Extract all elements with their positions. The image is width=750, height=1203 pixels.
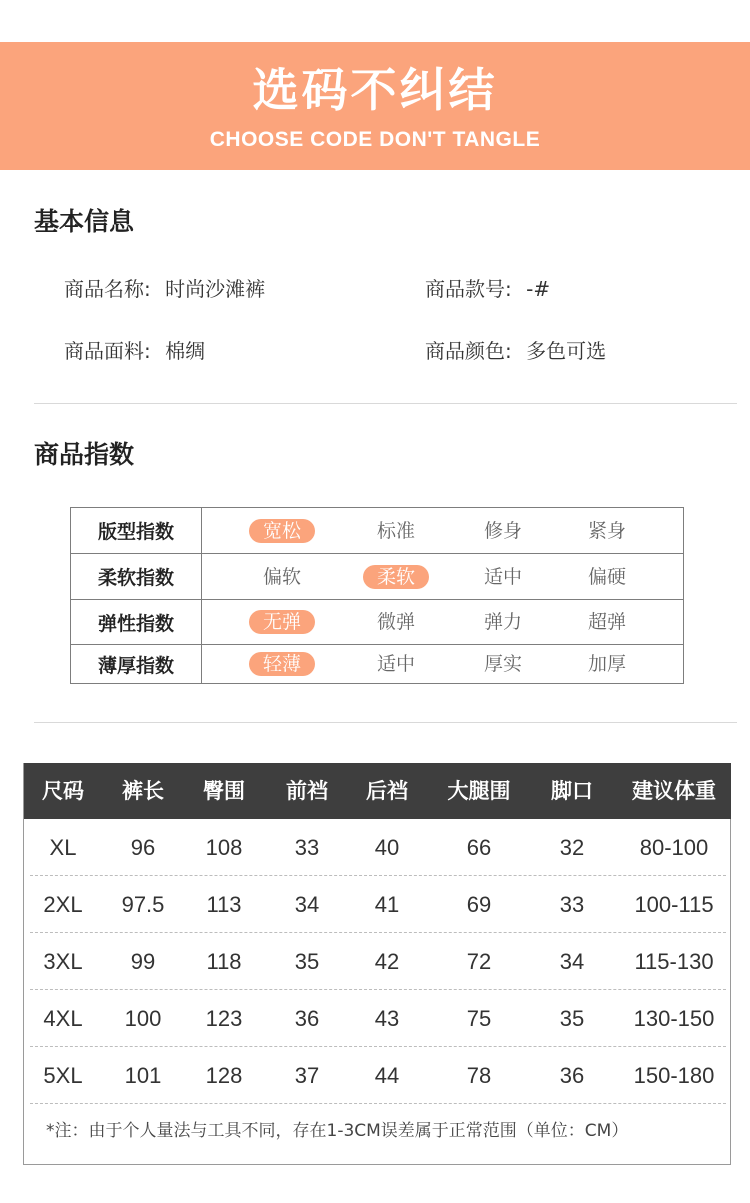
index-row-label: 弹性指数 xyxy=(71,600,202,644)
table-cell: 35 xyxy=(559,1006,585,1031)
basic-info-heading: 基本信息 xyxy=(34,207,135,236)
product-model-row xyxy=(425,275,550,303)
table-cell: 100 xyxy=(124,1006,162,1031)
index-option: 修身 xyxy=(483,519,523,542)
table-cell: 4XL xyxy=(43,1006,83,1031)
product-fabric-row xyxy=(64,337,205,365)
table-cell: 35 xyxy=(294,949,320,974)
banner-title: 选码不纠结 xyxy=(252,63,498,117)
banner-subtitle: CHOOSE CODE DON'T TANGLE xyxy=(209,128,541,151)
index-row-label: 柔软指数 xyxy=(71,554,202,599)
header-weight: 建议体重 xyxy=(632,779,716,803)
header-size: 尺码 xyxy=(42,779,84,803)
product-index-table xyxy=(70,507,684,684)
index-option: 弹力 xyxy=(483,611,523,633)
table-cell: 78 xyxy=(466,1063,492,1088)
divider xyxy=(34,403,737,404)
table-row xyxy=(30,876,726,933)
banner xyxy=(0,42,750,170)
index-row-label: 薄厚指数 xyxy=(71,645,202,683)
table-cell: 96 xyxy=(130,835,156,860)
index-option: 偏软 xyxy=(262,565,302,588)
table-cell: 100-115 xyxy=(634,892,714,917)
table-cell: 3XL xyxy=(43,949,83,974)
divider xyxy=(34,722,737,723)
table-cell: 72 xyxy=(466,949,492,974)
size-table-header xyxy=(24,763,731,819)
table-cell: 101 xyxy=(124,1063,162,1088)
table-cell: 128 xyxy=(205,1063,243,1088)
table-cell: 2XL xyxy=(43,892,83,917)
product-fabric-label: 商品面料: xyxy=(64,339,151,363)
table-cell: 118 xyxy=(206,949,242,974)
index-option: 超弹 xyxy=(587,611,627,633)
header-hip: 臀围 xyxy=(203,779,245,803)
table-cell: 5XL xyxy=(43,1063,83,1088)
table-cell: XL xyxy=(49,835,77,860)
table-cell: 40 xyxy=(374,835,400,860)
table-row xyxy=(30,933,726,990)
table-row xyxy=(30,1047,726,1104)
index-option-selected: 柔软 xyxy=(363,565,429,589)
table-cell: 33 xyxy=(294,835,320,860)
product-color-row xyxy=(425,337,606,365)
product-model-value: -# xyxy=(526,277,551,301)
table-cell: 33 xyxy=(559,892,585,917)
product-color-value: 多色可选 xyxy=(526,339,607,363)
index-row-softness xyxy=(71,554,683,600)
header-leg-opening: 脚口 xyxy=(551,779,593,803)
header-back-rise: 后裆 xyxy=(366,779,408,803)
product-model-label: 商品款号: xyxy=(425,277,512,301)
header-thigh: 大腿围 xyxy=(447,779,511,803)
table-cell: 80-100 xyxy=(639,835,709,860)
product-name-value: 时尚沙滩裤 xyxy=(165,277,266,301)
index-option: 适中 xyxy=(376,653,416,675)
index-option: 偏硬 xyxy=(587,565,627,588)
product-name-label: 商品名称: xyxy=(64,277,151,301)
index-option-selected: 轻薄 xyxy=(249,652,315,676)
table-cell: 36 xyxy=(294,1006,320,1031)
table-cell: 108 xyxy=(205,835,243,860)
product-index-heading: 商品指数 xyxy=(34,440,135,469)
index-option: 微弹 xyxy=(376,611,416,633)
table-cell: 44 xyxy=(374,1063,400,1088)
index-option-selected: 无弹 xyxy=(249,610,315,634)
table-cell: 75 xyxy=(466,1006,492,1031)
table-cell: 130-150 xyxy=(633,1006,715,1031)
table-cell: 123 xyxy=(205,1006,243,1031)
header-front-rise: 前裆 xyxy=(286,779,328,803)
index-option: 紧身 xyxy=(587,519,627,542)
table-cell: 115-130 xyxy=(634,949,714,974)
table-cell: 32 xyxy=(559,835,585,860)
table-cell: 43 xyxy=(374,1006,400,1031)
index-option-selected: 宽松 xyxy=(249,519,315,543)
index-option: 标准 xyxy=(376,519,416,542)
product-name-row xyxy=(64,275,265,303)
table-cell: 37 xyxy=(294,1063,320,1088)
table-cell: 113 xyxy=(206,892,242,917)
table-cell: 42 xyxy=(374,949,400,974)
header-length: 裤长 xyxy=(122,779,164,803)
index-option: 加厚 xyxy=(587,653,627,675)
product-fabric-value: 棉绸 xyxy=(165,339,206,363)
table-cell: 41 xyxy=(374,892,400,917)
index-row-thickness xyxy=(71,645,683,683)
table-cell: 97.5 xyxy=(121,892,165,917)
table-cell: 66 xyxy=(466,835,492,860)
index-option: 厚实 xyxy=(483,653,523,675)
table-cell: 69 xyxy=(466,892,492,917)
index-row-fit xyxy=(71,508,683,554)
index-row-label: 版型指数 xyxy=(71,508,202,553)
table-row xyxy=(30,990,726,1047)
index-option: 适中 xyxy=(483,565,523,588)
table-cell: 34 xyxy=(294,892,320,917)
size-note: *注：由于个人量法与工具不同，存在1-3CM误差属于正常范围（单位：CM） xyxy=(46,1121,629,1141)
table-cell: 150-180 xyxy=(633,1063,715,1088)
table-cell: 34 xyxy=(559,949,585,974)
size-table xyxy=(23,763,731,1165)
table-row xyxy=(30,819,726,876)
table-cell: 36 xyxy=(559,1063,585,1088)
product-color-label: 商品颜色: xyxy=(425,339,512,363)
table-cell: 99 xyxy=(130,949,156,974)
index-row-elasticity xyxy=(71,600,683,645)
